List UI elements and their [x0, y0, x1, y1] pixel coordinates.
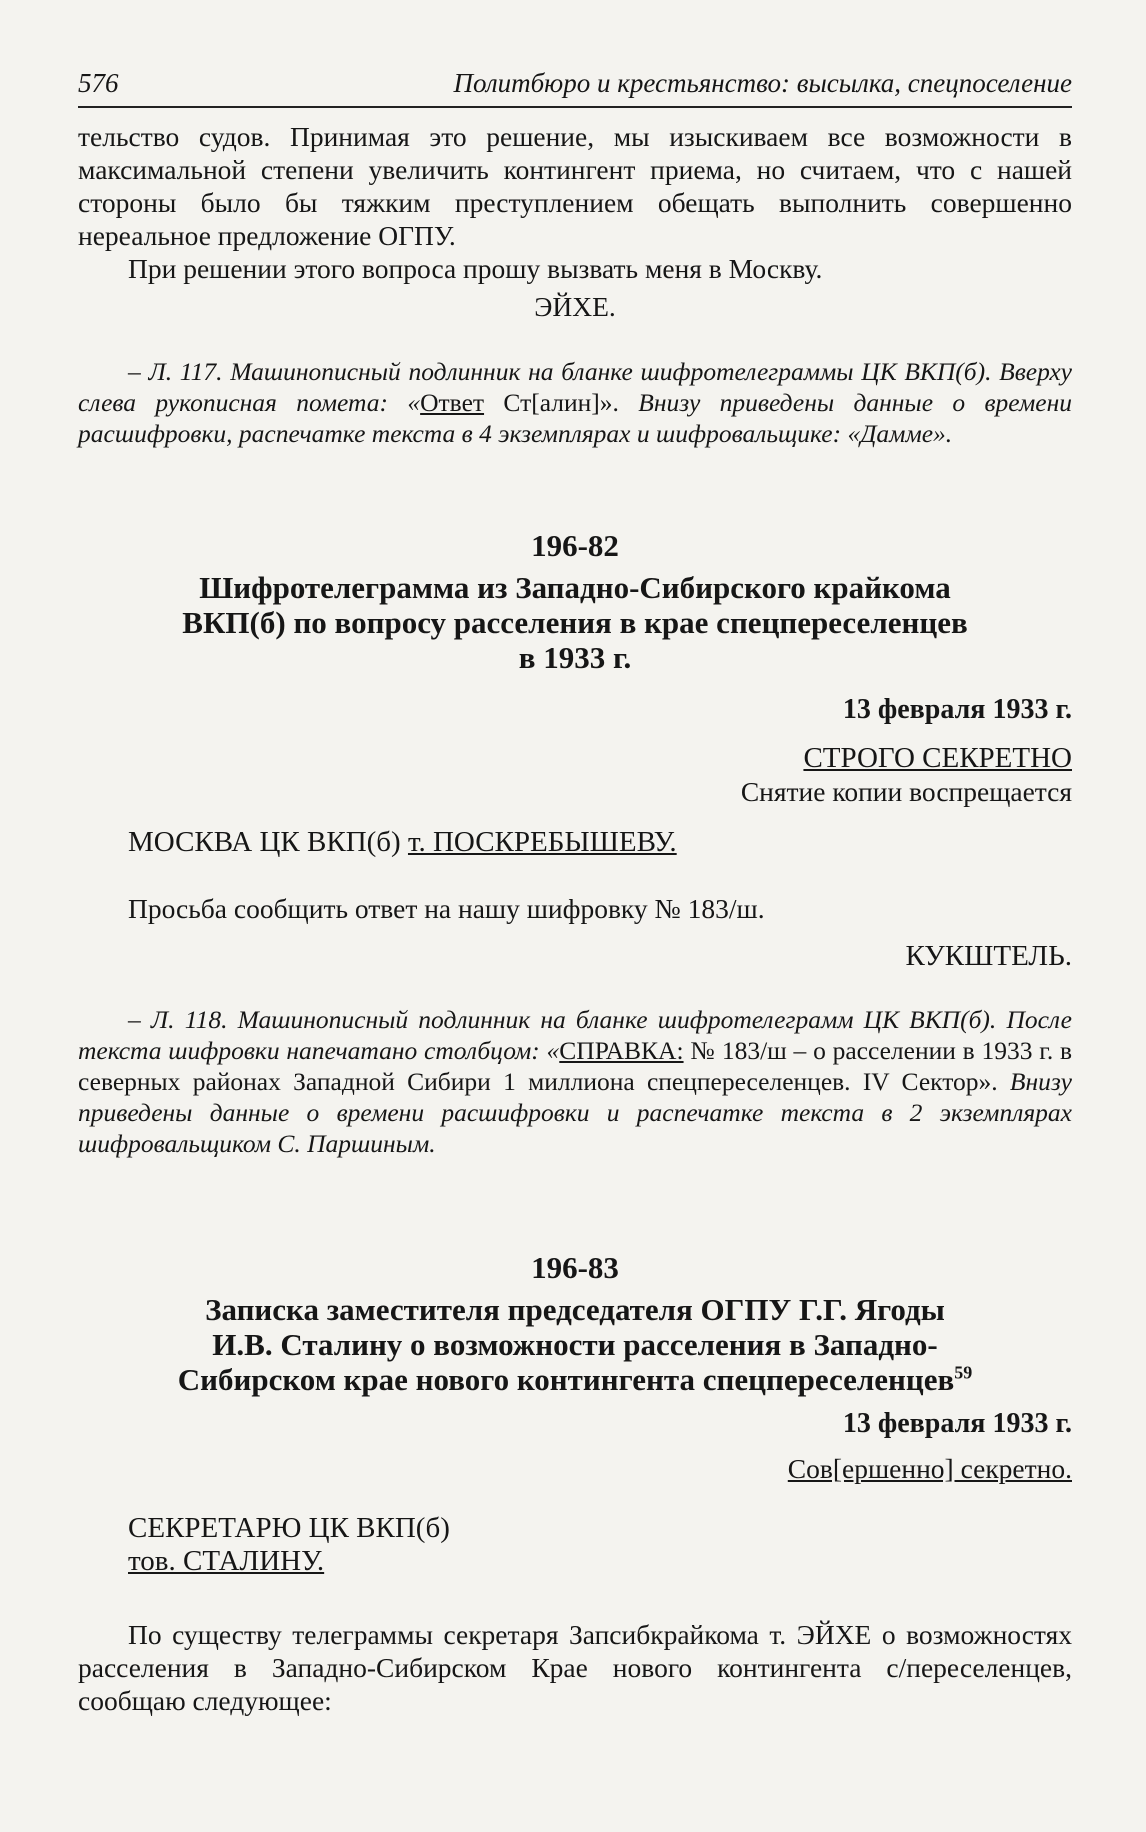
doc1-note-marking: Ответ: [420, 388, 485, 417]
doc2-archival-note: [78, 1004, 1072, 1159]
doc2-title-line: в 1933 г.: [518, 640, 632, 675]
doc2-address: МОСКВА ЦК ВКП(б): [128, 826, 408, 858]
running-title: Политбюро и крестьянство: высылка, спецпоселение: [453, 68, 1072, 98]
doc3-title-line: Сибирском крае нового контингента спецпереселенцев: [177, 1362, 955, 1397]
doc3-addressee-block: [78, 1512, 1072, 1578]
doc1-note-text: – Л. 117. Машинописный подлинник на бланке шифротелеграммы ЦК ВКП(б). Вверху слева рукописная помета: «: [78, 357, 1072, 417]
doc3-classification-block: [78, 1452, 1072, 1485]
doc3-date-block: [78, 1408, 1072, 1440]
doc2-signature-block: [78, 940, 1072, 973]
doc2-classification-block: [78, 742, 1072, 808]
doc3-title-line: Записка заместителя председателя ОГПУ Г.Г. Ягоды: [205, 1292, 945, 1327]
doc3-classification: Сов[ершенно] секретно.: [787, 1453, 1072, 1484]
doc3-body: По существу телеграммы секретаря Запсибкрайкома т. ЭЙХЕ о возможностях расселения в Западно-Сибирском Крае нового контингента с/переселенцев, сообщаю следующее:: [78, 1619, 1072, 1716]
doc2-note-reference: СПРАВКА:: [559, 1036, 684, 1065]
doc2-date: 13 февраля 1933 г.: [842, 694, 1072, 725]
doc2-title-line: ВКП(б) по вопросу расселения в крае спецпереселенцев: [182, 605, 968, 640]
doc3-title-line: И.В. Сталину о возможности расселения в Западно-: [212, 1327, 938, 1362]
doc2-note-text: Внизу приведены данные о времени расшифровки и распечатке текста в 2 экземплярах шифровальщиком С. Паршиным.: [78, 1067, 1072, 1158]
doc2-body-block: [78, 892, 1072, 925]
doc2-note-reference-text: № 183/ш – о расселении в 1933 г. в северных районах Западной Сибири 1 миллиона спецпереселенцев. IV Сектор».: [78, 1036, 1072, 1096]
doc2-heading: [78, 528, 1072, 675]
doc1-signature: ЭЙХЕ.: [534, 291, 616, 322]
doc1-note-text: Внизу приведены данные о времени расшифровки, распечатке текста в 4 экземплярах и шифровальщике: «Дамме».: [78, 388, 1072, 448]
doc2-note-text: – Л. 118. Машинописный подлинник на бланке шифротелеграмм ЦК ВКП(б). После текста шифровки напечатано столбцом: «: [78, 1005, 1072, 1065]
doc3-date: 13 февраля 1933 г.: [842, 1408, 1072, 1439]
doc1-paragraph: При решении этого вопроса прошу вызвать меня в Москву.: [128, 253, 823, 284]
doc2-copy-restriction: Снятие копии воспрещается: [740, 776, 1072, 807]
doc2-number: 196-82: [531, 528, 619, 563]
doc2-date-block: [78, 694, 1072, 726]
doc2-title-line: Шифротелеграмма из Западно-Сибирского крайкома: [199, 570, 951, 605]
footnote-reference: 59: [954, 1362, 973, 1383]
page-header: [78, 62, 1072, 108]
doc1-end: [78, 120, 1072, 285]
doc1-archival-note: [78, 356, 1072, 449]
doc2-classification: СТРОГО СЕКРЕТНО: [803, 742, 1072, 774]
doc3-addressee: СЕКРЕТАРЮ ЦК ВКП(б): [128, 1512, 450, 1544]
doc3-body-block: [78, 1618, 1072, 1717]
doc1-signature-block: [78, 290, 1072, 323]
page-number: 576: [78, 68, 119, 98]
doc3-number: 196-83: [531, 1250, 619, 1285]
doc3-addressee: тов. СТАЛИНУ.: [128, 1545, 325, 1577]
doc2-signature: КУКШТЕЛЬ.: [905, 940, 1072, 972]
doc2-addressee: т. ПОСКРЕБЫШЕВУ.: [407, 826, 677, 858]
doc2-body: Просьба сообщить ответ на нашу шифровку № 183/ш.: [128, 893, 765, 924]
doc3-heading: [78, 1250, 1072, 1397]
doc1-paragraph: тельство судов. Принимая это решение, мы изыскиваем все возможности в максимальной степени увеличить контингент приема, но считаем, что с нашей стороны было бы тяжким преступлением обещать выполнить совершенно нереальное предложение ОГПУ.: [78, 121, 1072, 251]
doc2-address-block: [78, 826, 1072, 859]
doc1-note-text: Ст[алин]».: [484, 388, 619, 417]
